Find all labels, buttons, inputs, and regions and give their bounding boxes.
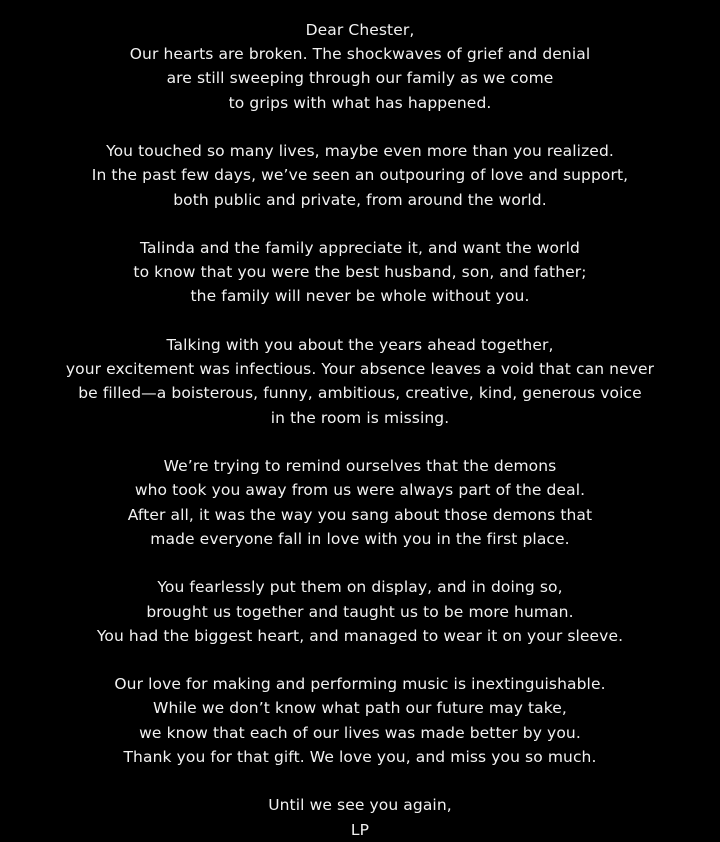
letter-line: are still sweeping through our family as we come	[166, 69, 554, 88]
letter-line: both public and private, from around the world.	[173, 190, 547, 209]
letter-line: in the room is missing.	[270, 408, 450, 427]
opening-paragraph	[0, 18, 720, 115]
letter-line: You had the biggest heart, and managed to wear it on your sleeve.	[96, 626, 624, 645]
letter-line: your excitement was infectious. Your absence leaves a void that can never	[65, 360, 655, 379]
letter-line: who took you away from us were always part of the deal.	[134, 481, 586, 500]
closing-block	[0, 793, 720, 841]
letter	[0, 18, 720, 842]
paragraph-family	[0, 236, 720, 309]
letter-line: In the past few days, we’ve seen an outpouring of love and support,	[91, 166, 629, 185]
letter-line: You touched so many lives, maybe even more than you realized.	[106, 142, 614, 161]
letter-line: to grips with what has happened.	[228, 93, 492, 112]
letter-line: Talinda and the family appreciate it, and want the world	[140, 239, 580, 258]
letter-line: After all, it was the way you sang about those demons that	[127, 505, 593, 524]
letter-line: Talking with you about the years ahead together,	[166, 336, 554, 355]
closing: Until we see you again,	[268, 796, 452, 815]
letter-line: We’re trying to remind ourselves that the demons	[163, 457, 557, 476]
letter-line: brought us together and taught us to be more human.	[146, 602, 574, 621]
letter-line: Our hearts are broken. The shockwaves of grief and denial	[129, 45, 591, 64]
letter-line: Thank you for that gift. We love you, and miss you so much.	[123, 747, 597, 766]
letter-line: we know that each of our lives was made better by you.	[139, 723, 581, 742]
paragraph-touched-lives	[0, 139, 720, 212]
paragraph-display	[0, 575, 720, 648]
paragraph-years-ahead	[0, 333, 720, 430]
paragraph-demons	[0, 454, 720, 551]
letter-line: be filled—a boisterous, funny, ambitious, creative, kind, generous voice	[78, 384, 642, 403]
letter-line: Our love for making and performing music is inextinguishable.	[114, 675, 606, 694]
paragraph-music	[0, 672, 720, 769]
letter-line: made everyone fall in love with you in the first place.	[150, 529, 570, 548]
letter-line: the family will never be whole without you.	[190, 287, 530, 306]
salutation: Dear Chester,	[305, 21, 415, 39]
letter-line: You fearlessly put them on display, and in doing so,	[157, 578, 563, 597]
signature: LP	[350, 820, 370, 839]
letter-line: While we don’t know what path our future may take,	[153, 699, 567, 718]
letter-line: to know that you were the best husband, son, and father;	[133, 263, 587, 282]
